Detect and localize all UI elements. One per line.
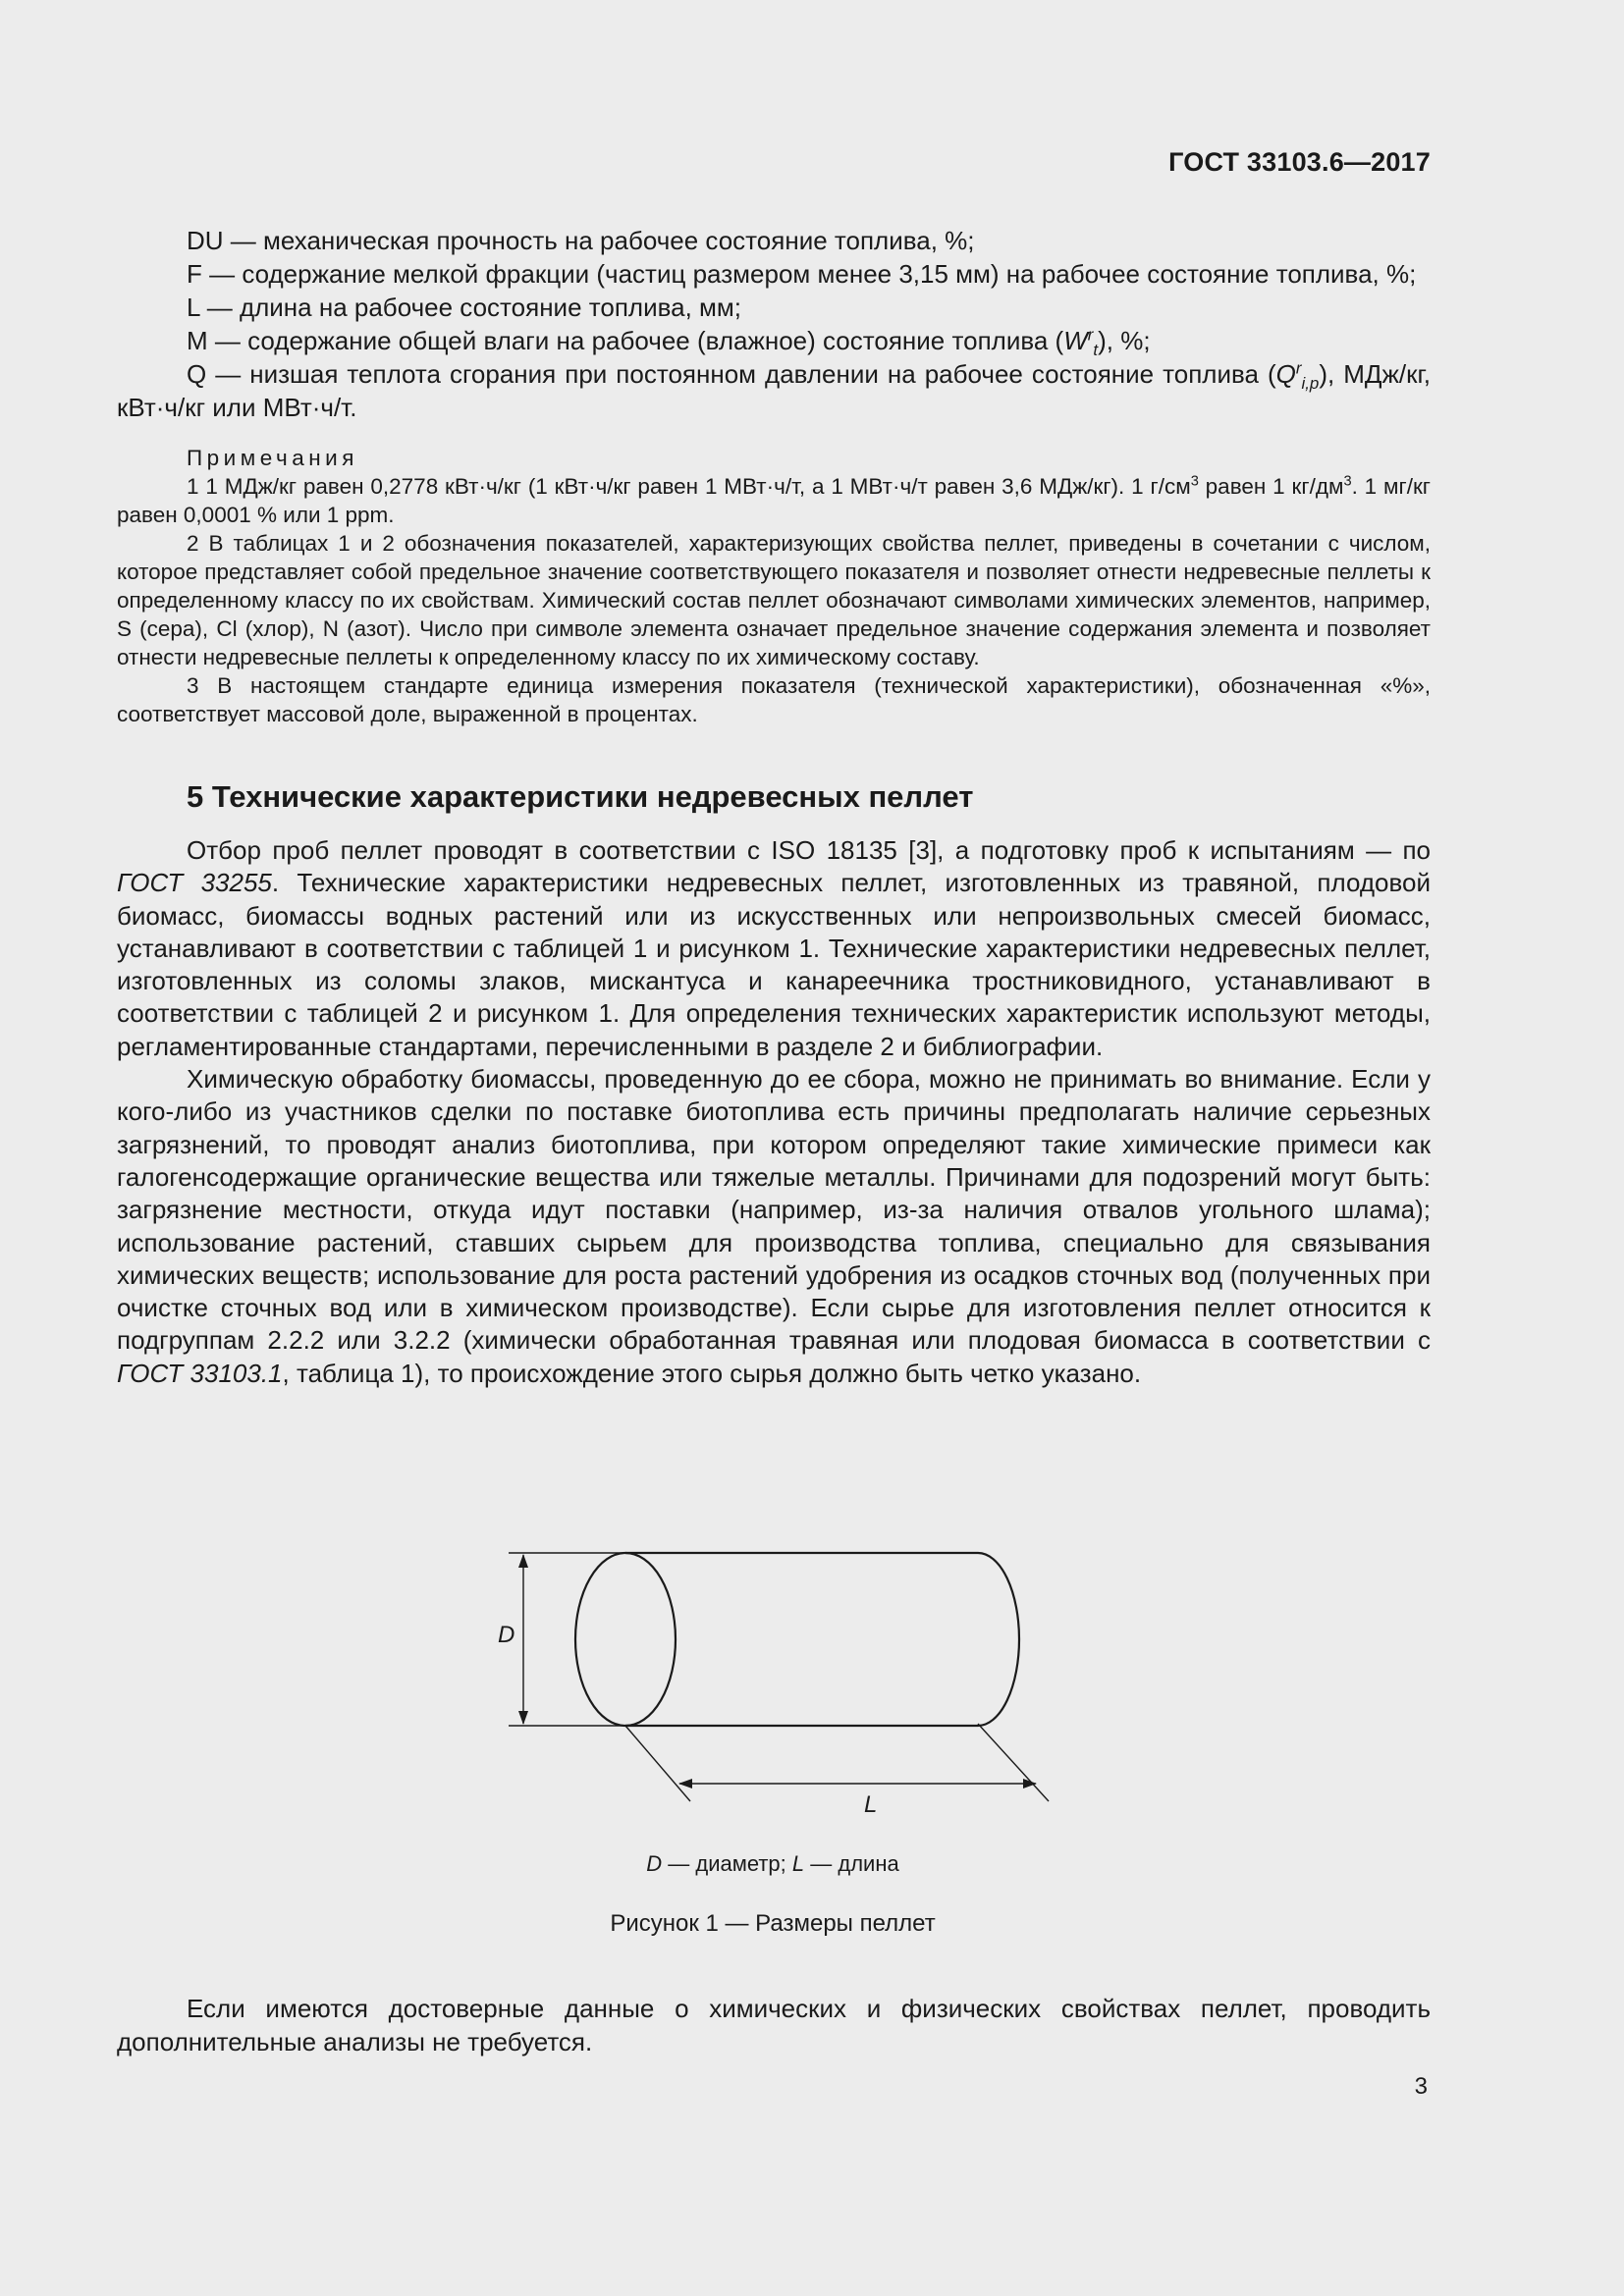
reference-gost-33103-1: ГОСТ 33103.1 [117, 1358, 283, 1388]
cylinder-body [625, 1553, 1019, 1726]
symbol-w: W [1063, 326, 1088, 355]
definition-m-prefix: M — содержание общей влаги на рабочее (влажное) состояние топлива ( [187, 326, 1064, 355]
symbol-q: Q [1275, 359, 1296, 389]
note-1-part-a: 1 1 МДж/кг равен 0,2778 кВт·ч/кг (1 кВт·ч/кг равен 1 МВт·ч/т, а 1 МВт·ч/т равен 3,6 МДж/кг). 1 г/см [187, 474, 1191, 499]
section-heading: 5 Технические характеристики недревесных пеллет [187, 779, 974, 814]
final-paragraph: Если имеются достоверные данные о химических и физических свойствах пеллет, проводить дополнительные анализы не требуется. [117, 1994, 1431, 2056]
cylinder-front-face [575, 1553, 676, 1726]
legend-l-text: — длина [804, 1851, 899, 1876]
definition-m-suffix: ), %; [1098, 326, 1151, 355]
label-d: D [498, 1622, 515, 1648]
definition-f: F — содержание мелкой фракции (частиц размером менее 3,15 мм) на рабочее состояние топлива, %; [187, 259, 1417, 289]
legend-l-symbol: L [791, 1851, 805, 1876]
l-extension-right [978, 1724, 1049, 1801]
page-number: 3 [1414, 2073, 1428, 2100]
paragraph-1-part-a: Отбор проб пеллет проводят в соответствии с ISO 18135 [3], а подготовку проб к испытаниям — по [187, 835, 1431, 865]
final-section [117, 1993, 1431, 2058]
note-3: 3 В настоящем стандарте единица измерения показателя (технической характеристики), обозначенная «%», соответствует массовой доле, выраженной в процентах. [117, 673, 1431, 726]
paragraph-2-part-a: Химическую обработку биомассы, проведенную до ее сбора, можно не принимать во внимание. Если у кого-либо из участников сделки по поставке биотоплива есть причины предполагать наличие серьезных загрязнений, то проводят анализ биотоплива, при котором определяют такие химические примеси как галогенсодержащие органические вещества или тяжелые металлы. Причинами для подозрений могут быть: загрязнение местности, откуда идут поставки (например, из-за наличия отвалов угольного шлама); использование растений, ставших сырьем для производства топлива, специально для связывания химических веществ; использование для роста растений удобрения из осадков сточных вод (полученных при очистке сточных вод или в химическом производстве). Если сырье для изготовления пеллет относится к подгруппам 2.2.2 или 3.2.2 (химически обработанная травяная или плодовая биомасса в соответствии с [117, 1064, 1431, 1356]
symbol-w-sub: t [1093, 341, 1099, 360]
figure-legend [0, 1851, 1545, 1877]
note-1-sup-1: 3 [1190, 473, 1199, 490]
notes-title: Примечания [187, 446, 358, 470]
note-1-part-c: . 1 мг/кг равен 0,0001 % или 1 ppm. [117, 474, 1432, 527]
cylinder-drawing [575, 1553, 1019, 1726]
symbol-q-sup: r [1295, 358, 1302, 378]
l-extension-left [625, 1726, 690, 1801]
definition-l: L — длина на рабочее состояние топлива, мм; [187, 293, 742, 322]
definition-q-prefix: Q — низшая теплота сгорания при постоянном давлении на рабочее состояние топлива ( [187, 359, 1276, 389]
paragraph-2-part-b: , таблица 1), то происхождение этого сырья должно быть четко указано. [282, 1358, 1142, 1388]
legend-d-symbol: D [646, 1851, 663, 1876]
label-l: L [864, 1791, 878, 1818]
document-code: ГОСТ 33103.6—2017 [1168, 147, 1431, 177]
symbol-q-sub: i,p [1301, 374, 1320, 394]
note-1-sup-2: 3 [1343, 473, 1352, 490]
note-1-part-b: равен 1 кг/дм [1198, 474, 1344, 499]
reference-gost-33255: ГОСТ 33255 [117, 868, 272, 898]
note-2: 2 В таблицах 1 и 2 обозначения показателей, характеризующих свойства пеллет, приведены в сочетании с числом, которое представляет собой предельное значение соответствующего показателя и позволяет отнести недревесные пеллеты к определенному классу по их свойствам. Химический состав пеллет обозначают символами химических элементов, например, S (сера), Cl (хлор), N (азот). Число при символе элемента означает предельное значение содержания элемента и позволяет отнести недревесные пеллеты к определенному классу по их химическому составу. [117, 531, 1431, 669]
legend-d-text: — диаметр; [662, 1851, 792, 1876]
definition-du: DU — механическая прочность на рабочее состояние топлива, %; [187, 226, 975, 255]
paragraph-1-part-b: . Технические характеристики недревесных пеллет, изготовленных из травяной, плодовой биомасс, биомассы водных растений или из искусственных или непроизвольных смесей биомасс, устанавливают в соответствии с таблицей 1 и рисунком 1. Технические характеристики недревесных пеллет, изготовленных из соломы злаков, мискантуса и канареечника тростниковидного, устанавливают в соответствии с таблицей 2 и рисунком 1. Для определения технических характеристик используют методы, регламентированные стандартами, перечисленными в разделе 2 и библиографии. [117, 868, 1431, 1061]
definition-q-suffix: ), МДж/кг, кВт·ч/кг или МВт·ч/т. [117, 359, 1431, 422]
dimension-lines [509, 1553, 1049, 1801]
figure-caption: Рисунок 1 — Размеры пеллет [610, 1910, 936, 1937]
symbol-w-sup: r [1087, 325, 1094, 345]
